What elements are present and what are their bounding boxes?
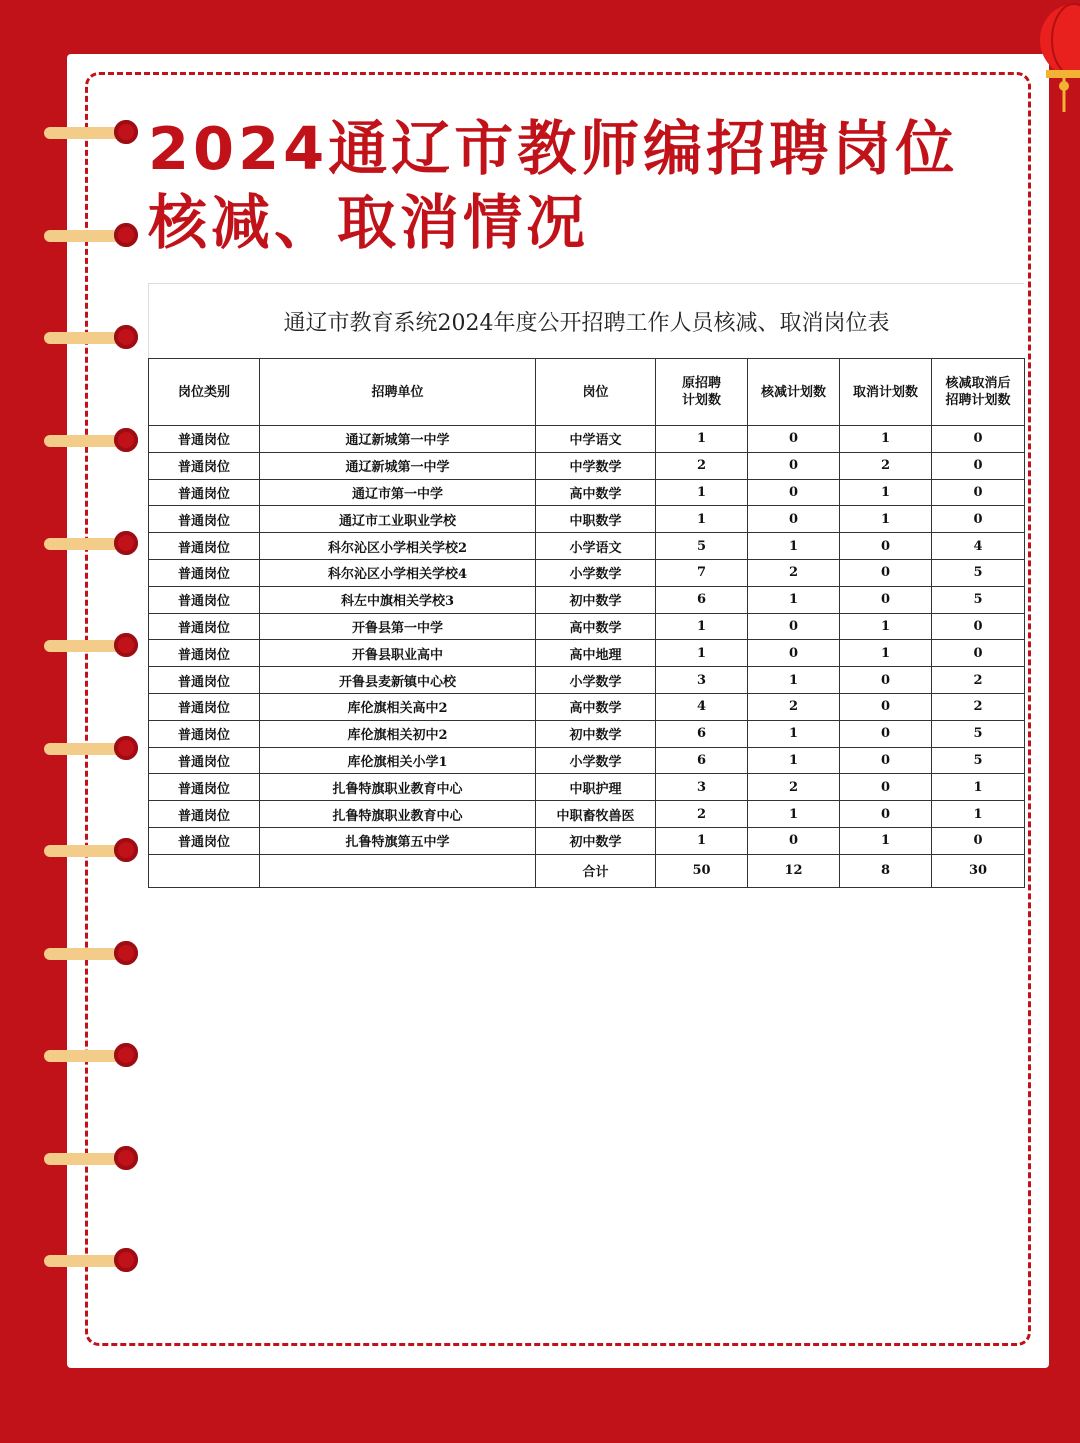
cell-original: 2 bbox=[656, 801, 748, 828]
cell-position: 高中数学 bbox=[536, 613, 656, 640]
header-original-plan bbox=[656, 359, 748, 426]
cell-final: 0 bbox=[932, 479, 1025, 506]
cell-final: 5 bbox=[932, 559, 1025, 586]
table-row bbox=[149, 801, 1025, 828]
cell-original: 1 bbox=[656, 613, 748, 640]
total-empty-1 bbox=[149, 854, 260, 887]
cell-reduced: 1 bbox=[748, 801, 840, 828]
cell-category: 普通岗位 bbox=[149, 667, 260, 694]
cell-original: 3 bbox=[656, 667, 748, 694]
cell-category: 普通岗位 bbox=[149, 774, 260, 801]
cell-unit: 通辽新城第一中学 bbox=[260, 426, 536, 453]
binder-ring bbox=[44, 531, 138, 557]
binder-ring bbox=[44, 1043, 138, 1069]
cell-position: 初中数学 bbox=[536, 827, 656, 854]
cell-unit: 开鲁县第一中学 bbox=[260, 613, 536, 640]
sheet-title: 通辽市教育系统2024年度公开招聘工作人员核减、取消岗位表 bbox=[148, 283, 1024, 358]
cell-unit: 科尔沁区小学相关学校2 bbox=[260, 533, 536, 560]
cell-cancelled: 0 bbox=[840, 586, 932, 613]
cell-cancelled: 1 bbox=[840, 640, 932, 667]
cell-position: 初中数学 bbox=[536, 586, 656, 613]
cell-unit: 库伦旗相关初中2 bbox=[260, 720, 536, 747]
total-reduced: 12 bbox=[748, 854, 840, 887]
header-final-plan-line2: 招聘计划数 bbox=[945, 393, 1011, 408]
cell-unit: 科尔沁区小学相关学校4 bbox=[260, 559, 536, 586]
cell-unit: 通辽新城第一中学 bbox=[260, 452, 536, 479]
header-reduced-plan: 核减计划数 bbox=[748, 359, 840, 426]
binder-ring bbox=[44, 1146, 138, 1172]
header-final-plan-line1: 核减取消后 bbox=[945, 376, 1011, 391]
table-row bbox=[149, 479, 1025, 506]
cell-position: 中学数学 bbox=[536, 452, 656, 479]
cell-reduced: 1 bbox=[748, 586, 840, 613]
cell-category: 普通岗位 bbox=[149, 586, 260, 613]
binder-ring bbox=[44, 223, 138, 249]
cell-category: 普通岗位 bbox=[149, 747, 260, 774]
cell-reduced: 2 bbox=[748, 693, 840, 720]
cell-original: 2 bbox=[656, 452, 748, 479]
cell-position: 小学数学 bbox=[536, 559, 656, 586]
table-row bbox=[149, 720, 1025, 747]
cell-final: 4 bbox=[932, 533, 1025, 560]
cell-category: 普通岗位 bbox=[149, 452, 260, 479]
cell-cancelled: 1 bbox=[840, 426, 932, 453]
cell-position: 高中数学 bbox=[536, 479, 656, 506]
total-cancelled: 8 bbox=[840, 854, 932, 887]
table-header-row bbox=[149, 359, 1025, 426]
cell-position: 小学数学 bbox=[536, 747, 656, 774]
cell-final: 0 bbox=[932, 827, 1025, 854]
table-row bbox=[149, 747, 1025, 774]
cell-original: 1 bbox=[656, 640, 748, 667]
page-title bbox=[148, 112, 1028, 260]
cell-category: 普通岗位 bbox=[149, 559, 260, 586]
cell-cancelled: 0 bbox=[840, 747, 932, 774]
cell-unit: 库伦旗相关小学1 bbox=[260, 747, 536, 774]
cell-position: 中职护理 bbox=[536, 774, 656, 801]
table-body bbox=[149, 426, 1025, 855]
lantern-icon bbox=[1022, 0, 1080, 120]
table-row bbox=[149, 452, 1025, 479]
cell-cancelled: 1 bbox=[840, 506, 932, 533]
cell-original: 5 bbox=[656, 533, 748, 560]
cell-category: 普通岗位 bbox=[149, 693, 260, 720]
cell-category: 普通岗位 bbox=[149, 426, 260, 453]
cell-reduced: 1 bbox=[748, 667, 840, 694]
table-row bbox=[149, 827, 1025, 854]
cell-position: 高中地理 bbox=[536, 640, 656, 667]
cell-reduced: 0 bbox=[748, 640, 840, 667]
table-row bbox=[149, 533, 1025, 560]
cell-final: 0 bbox=[932, 506, 1025, 533]
header-position: 岗位 bbox=[536, 359, 656, 426]
cell-final: 0 bbox=[932, 452, 1025, 479]
table-row bbox=[149, 506, 1025, 533]
binder-ring bbox=[44, 325, 138, 351]
total-empty-2 bbox=[260, 854, 536, 887]
header-final-plan bbox=[932, 359, 1025, 426]
cell-category: 普通岗位 bbox=[149, 720, 260, 747]
cell-category: 普通岗位 bbox=[149, 613, 260, 640]
total-row bbox=[149, 854, 1025, 887]
header-cancelled-plan: 取消计划数 bbox=[840, 359, 932, 426]
cell-original: 3 bbox=[656, 774, 748, 801]
table-row bbox=[149, 667, 1025, 694]
header-original-plan-line2: 计划数 bbox=[681, 393, 721, 408]
cell-cancelled: 1 bbox=[840, 479, 932, 506]
cell-cancelled: 2 bbox=[840, 452, 932, 479]
cell-category: 普通岗位 bbox=[149, 533, 260, 560]
cell-unit: 开鲁县职业高中 bbox=[260, 640, 536, 667]
binder-ring bbox=[44, 838, 138, 864]
cell-final: 5 bbox=[932, 720, 1025, 747]
cell-original: 7 bbox=[656, 559, 748, 586]
cell-reduced: 2 bbox=[748, 774, 840, 801]
cell-category: 普通岗位 bbox=[149, 506, 260, 533]
cell-final: 0 bbox=[932, 613, 1025, 640]
cell-original: 1 bbox=[656, 827, 748, 854]
cell-unit: 通辽市第一中学 bbox=[260, 479, 536, 506]
cell-position: 初中数学 bbox=[536, 720, 656, 747]
cell-unit: 库伦旗相关高中2 bbox=[260, 693, 536, 720]
cell-final: 0 bbox=[932, 640, 1025, 667]
cell-cancelled: 0 bbox=[840, 774, 932, 801]
cell-original: 6 bbox=[656, 720, 748, 747]
table-row bbox=[149, 613, 1025, 640]
cell-unit: 扎鲁特旗第五中学 bbox=[260, 827, 536, 854]
cell-reduced: 1 bbox=[748, 747, 840, 774]
title-line-2: 核减、取消情况 bbox=[148, 188, 590, 257]
cell-original: 1 bbox=[656, 479, 748, 506]
cell-reduced: 1 bbox=[748, 720, 840, 747]
binder-ring bbox=[44, 120, 138, 146]
table-row bbox=[149, 426, 1025, 453]
binder-ring bbox=[44, 941, 138, 967]
header-original-plan-line1: 原招聘 bbox=[681, 376, 721, 391]
cell-reduced: 0 bbox=[748, 506, 840, 533]
spreadsheet bbox=[148, 283, 1024, 888]
cell-reduced: 2 bbox=[748, 559, 840, 586]
cell-position: 小学语文 bbox=[536, 533, 656, 560]
cell-category: 普通岗位 bbox=[149, 479, 260, 506]
table-row bbox=[149, 559, 1025, 586]
cell-original: 6 bbox=[656, 747, 748, 774]
cell-cancelled: 1 bbox=[840, 827, 932, 854]
cell-cancelled: 0 bbox=[840, 667, 932, 694]
cell-cancelled: 0 bbox=[840, 559, 932, 586]
total-original: 50 bbox=[656, 854, 748, 887]
binder-ring bbox=[44, 736, 138, 762]
cell-reduced: 1 bbox=[748, 533, 840, 560]
cell-final: 5 bbox=[932, 586, 1025, 613]
cell-cancelled: 1 bbox=[840, 613, 932, 640]
cell-unit: 开鲁县麦新镇中心校 bbox=[260, 667, 536, 694]
cell-final: 2 bbox=[932, 667, 1025, 694]
cell-original: 1 bbox=[656, 506, 748, 533]
table-row bbox=[149, 586, 1025, 613]
cell-reduced: 0 bbox=[748, 479, 840, 506]
cell-reduced: 0 bbox=[748, 452, 840, 479]
cell-cancelled: 0 bbox=[840, 533, 932, 560]
positions-table bbox=[148, 358, 1025, 888]
title-line-1: 2024通辽市教师编招聘岗位 bbox=[148, 114, 959, 183]
cell-original: 1 bbox=[656, 426, 748, 453]
cell-category: 普通岗位 bbox=[149, 801, 260, 828]
cell-final: 1 bbox=[932, 774, 1025, 801]
cell-position: 高中数学 bbox=[536, 693, 656, 720]
binder-ring bbox=[44, 428, 138, 454]
total-final: 30 bbox=[932, 854, 1025, 887]
table-row bbox=[149, 774, 1025, 801]
cell-final: 5 bbox=[932, 747, 1025, 774]
total-label: 合计 bbox=[536, 854, 656, 887]
binder-ring bbox=[44, 633, 138, 659]
header-category: 岗位类别 bbox=[149, 359, 260, 426]
cell-unit: 科左中旗相关学校3 bbox=[260, 586, 536, 613]
cell-original: 4 bbox=[656, 693, 748, 720]
cell-position: 中职数学 bbox=[536, 506, 656, 533]
cell-final: 1 bbox=[932, 801, 1025, 828]
cell-cancelled: 0 bbox=[840, 801, 932, 828]
cell-cancelled: 0 bbox=[840, 693, 932, 720]
cell-reduced: 0 bbox=[748, 613, 840, 640]
cell-cancelled: 0 bbox=[840, 720, 932, 747]
header-unit: 招聘单位 bbox=[260, 359, 536, 426]
cell-reduced: 0 bbox=[748, 827, 840, 854]
cell-unit: 扎鲁特旗职业教育中心 bbox=[260, 801, 536, 828]
table-row bbox=[149, 640, 1025, 667]
binder-ring bbox=[44, 1248, 138, 1274]
cell-final: 0 bbox=[932, 426, 1025, 453]
cell-unit: 通辽市工业职业学校 bbox=[260, 506, 536, 533]
cell-category: 普通岗位 bbox=[149, 827, 260, 854]
cell-position: 小学数学 bbox=[536, 667, 656, 694]
cell-category: 普通岗位 bbox=[149, 640, 260, 667]
cell-unit: 扎鲁特旗职业教育中心 bbox=[260, 774, 536, 801]
cell-reduced: 0 bbox=[748, 426, 840, 453]
table-row bbox=[149, 693, 1025, 720]
cell-final: 2 bbox=[932, 693, 1025, 720]
cell-position: 中学语文 bbox=[536, 426, 656, 453]
cell-original: 6 bbox=[656, 586, 748, 613]
cell-position: 中职畜牧兽医 bbox=[536, 801, 656, 828]
